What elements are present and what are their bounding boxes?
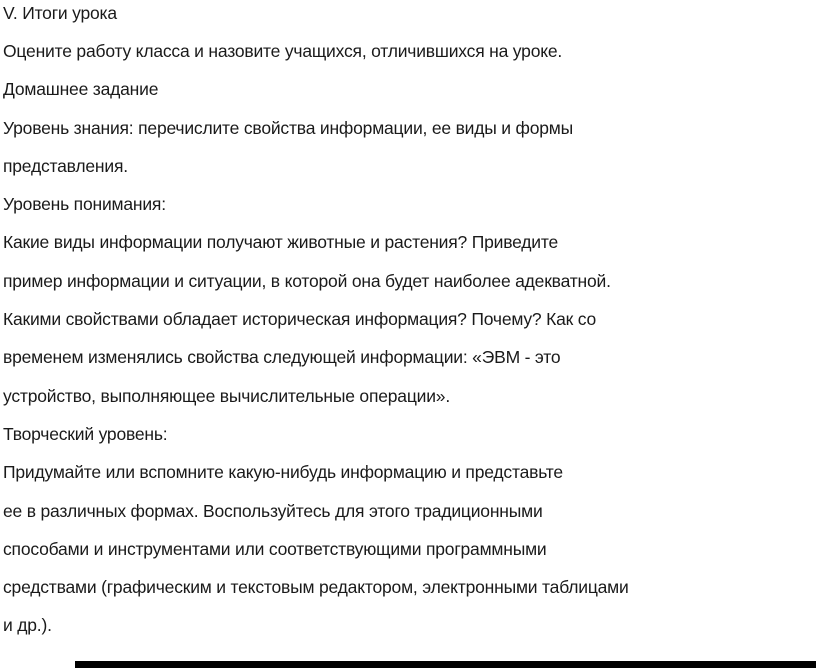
- text-line: средствами (графическим и текстовым редактором, электронными таблицами: [3, 577, 629, 598]
- text-line: Оцените работу класса и назовите учащихся, отличившихся на уроке.: [3, 40, 563, 61]
- text-line: устройство, выполняющее вычислительные операции».: [3, 385, 451, 406]
- text-line: Придумайте или вспомните какую-нибудь информацию и представьте: [3, 462, 563, 483]
- text-line: Какими свойствами обладает историческая информация? Почему? Как со: [3, 309, 597, 330]
- text-line: Творческий уровень:: [3, 423, 168, 444]
- text-line: ее в различных формах. Воспользуйтесь для этого традиционными: [3, 500, 543, 521]
- text-line: временем изменялись свойства следующей информации: «ЭВМ - это: [3, 347, 561, 368]
- text-line: способами и инструментами или соответствующими программными: [3, 538, 547, 559]
- text-line: пример информации и ситуации, в которой она будет наиболее адекватной.: [3, 270, 611, 291]
- text-line: Домашнее задание: [3, 79, 159, 100]
- document-body: [3, 0, 816, 645]
- text-line: Уровень понимания:: [3, 194, 166, 215]
- text-line: V. Итоги урока: [3, 2, 117, 23]
- text-line: и др.).: [3, 615, 52, 636]
- text-line: представления.: [3, 155, 128, 176]
- text-line: Какие виды информации получают животные и растения? Приведите: [3, 232, 559, 253]
- text-line: Уровень знания: перечислите свойства информации, ее виды и формы: [3, 117, 574, 138]
- bottom-edge-bar: [75, 661, 816, 668]
